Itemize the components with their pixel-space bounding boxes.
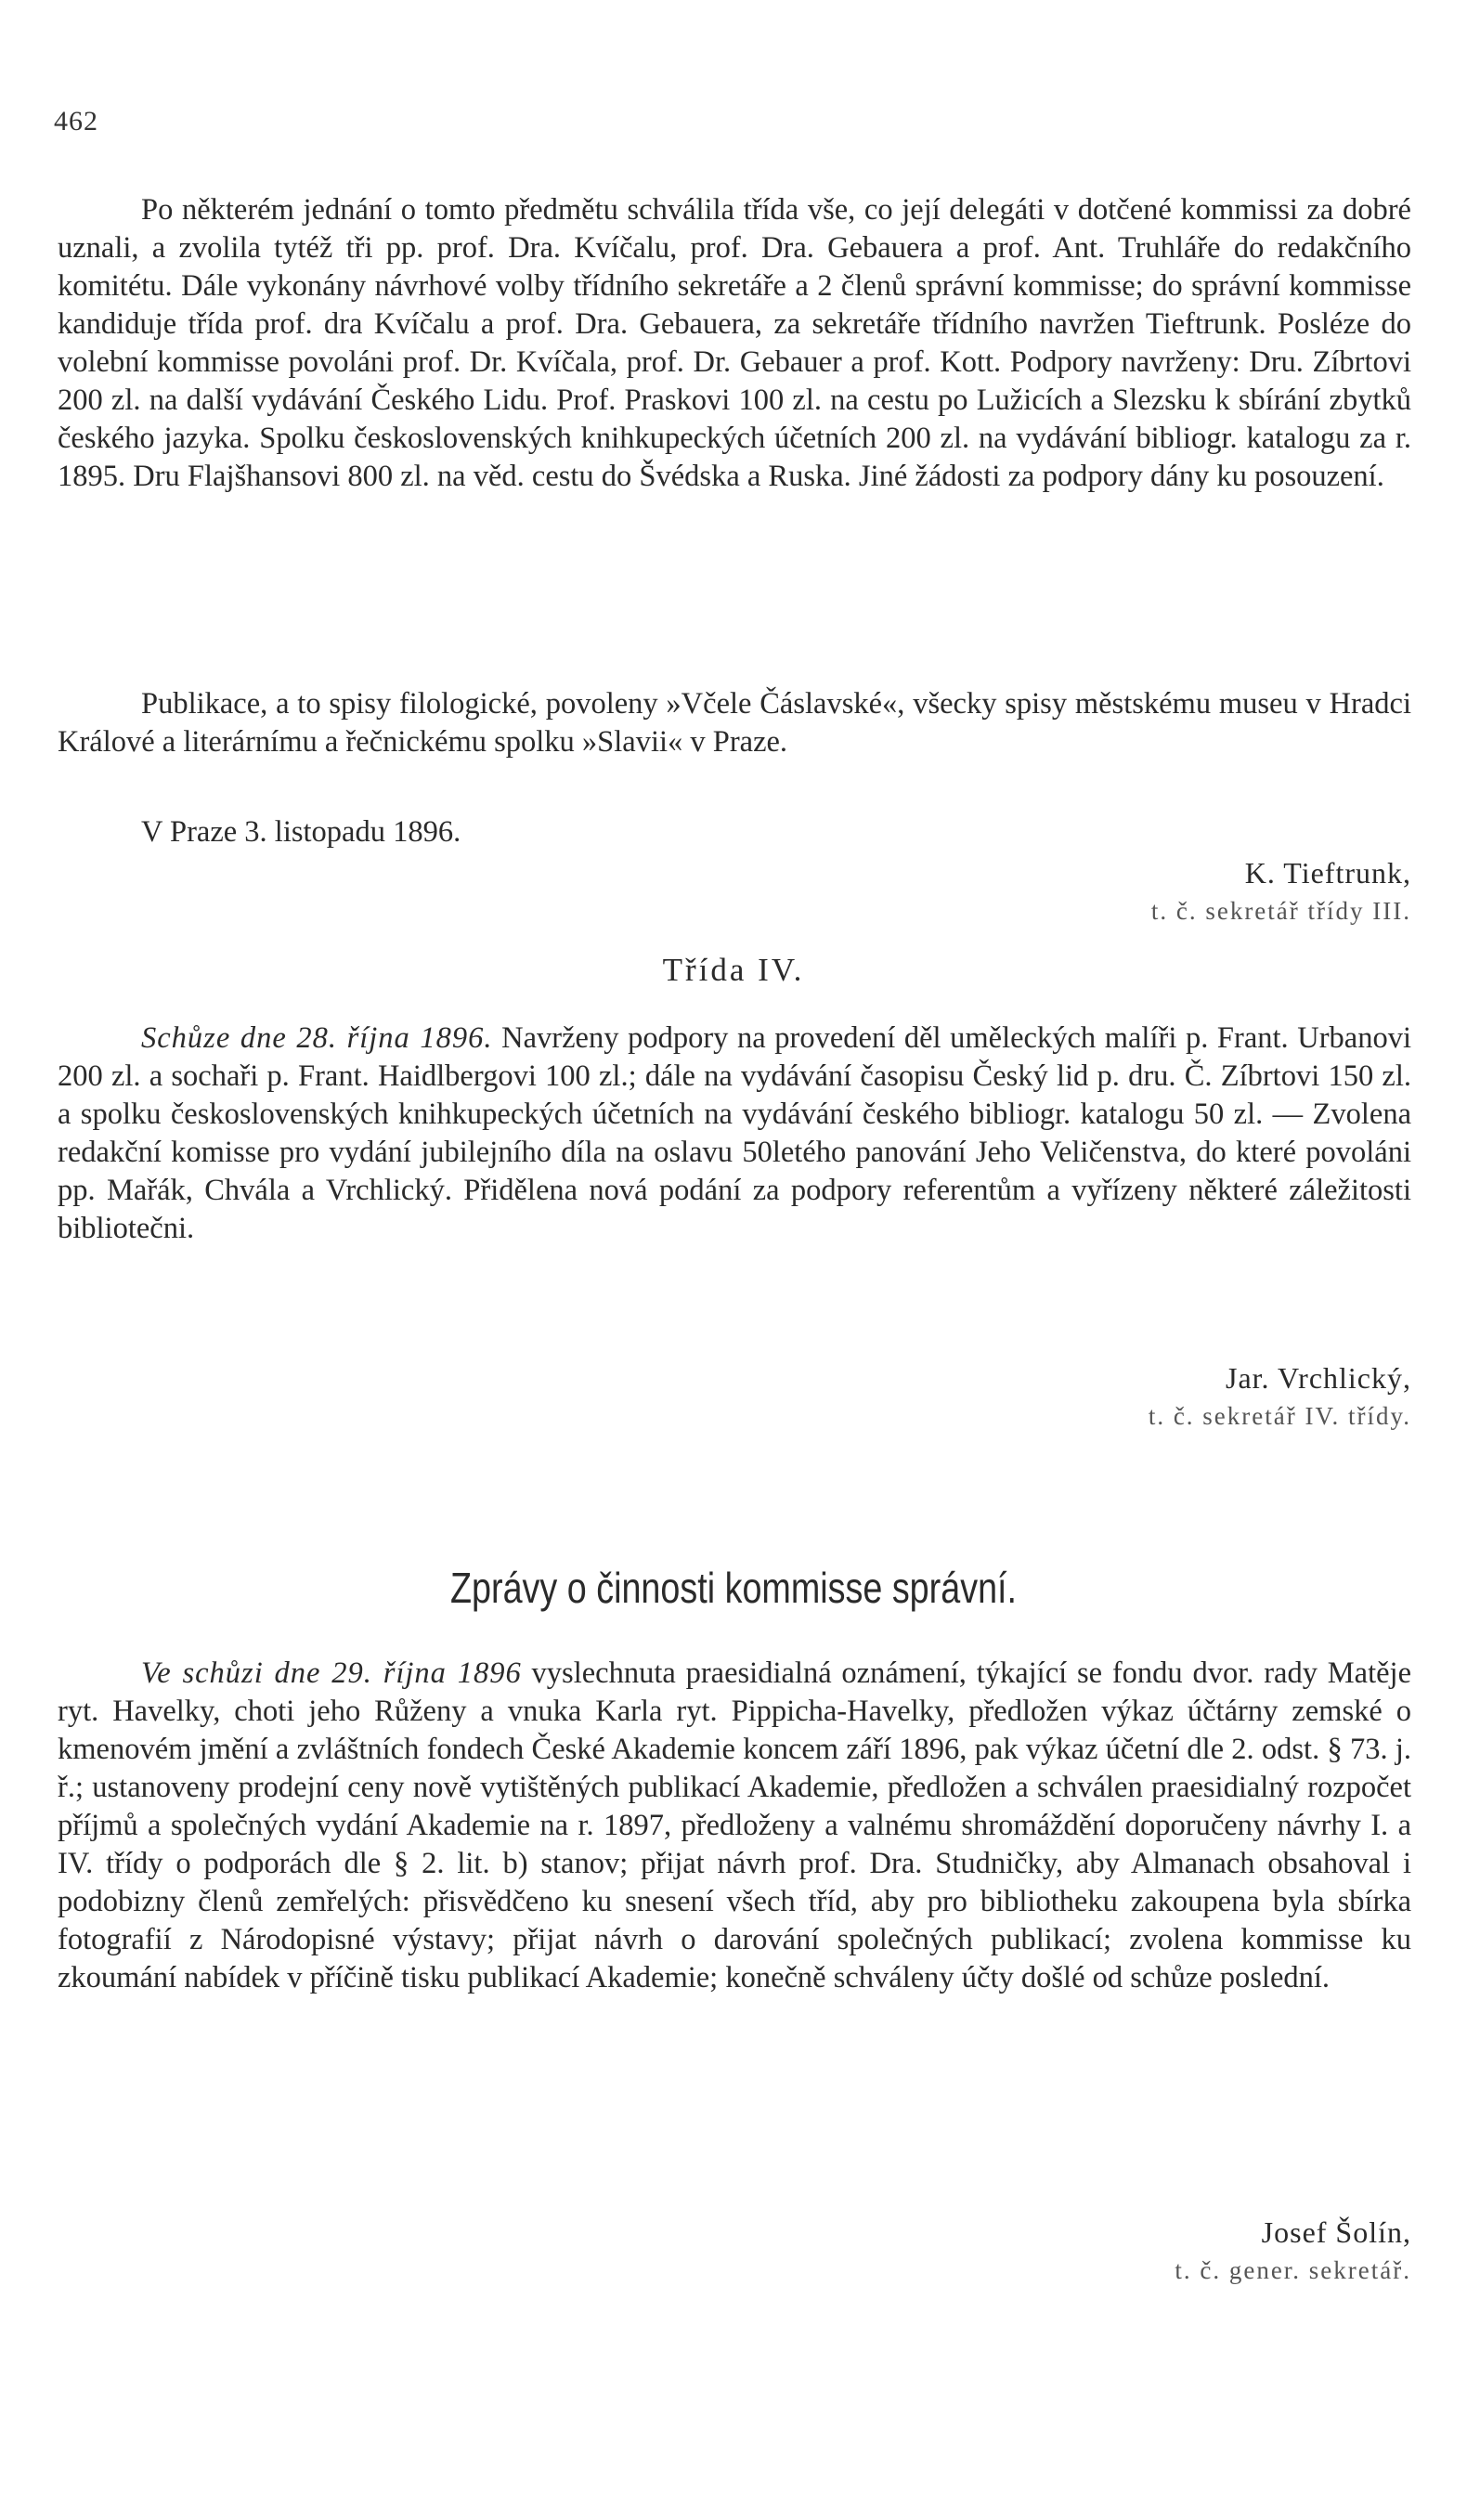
paragraph-2: Publikace, a to spisy filologické, povoleny »Včele Čáslavské«, všecky spisy městskému museu v Hradci Králové a literárnímu a řečnickému spolku »Slavii« v Praze.: [58, 687, 1411, 759]
paragraph-3-text: Navrženy podpory na provedení děl uměleckých malíři p. Frant. Urbanovi 200 zl. a sochaři p. Frant. Haidlbergovi 100 zl.; dále na vydávání časopisu Český lid p. dru. Č. Zíbrtovi 150 zl. a spolku československých knihkupeckých účetních na vydávání českého bibliogr. katalogu 50 zl. — Zvolena redakční komisse pro vydání jubilejního díla na oslavu 50letého panování Jeho Veličenstva, do které povoláni pp. Mařák, Chvála a Vrchlický. Přidělena nová podání za podpory referentům a vyřízeny některé záležitosti bibliotečni.: [58, 1021, 1411, 1245]
paragraph-publications: [58, 685, 1411, 761]
paragraph-4: [58, 1655, 1411, 1997]
date-block: [58, 813, 1411, 851]
paragraph-class-iv: [58, 1020, 1411, 1248]
signature-name: K. Tieftrunk,: [1244, 856, 1411, 890]
date-line: V Praze 3. listopadu 1896.: [141, 815, 461, 849]
signature-tieftrunk: [1151, 854, 1411, 930]
signature-name: Jar. Vrchlický,: [1226, 1361, 1411, 1395]
signature-title: t. č. sekretář IV. třídy.: [1148, 1402, 1411, 1430]
signature-title: t. č. sekretář třídy III.: [1150, 897, 1411, 925]
signature-title: t. č. gener. sekretář.: [1175, 2256, 1411, 2284]
section-heading: Zprávy o činnosti kommisse správní.: [449, 1564, 1018, 1612]
signature-name: Josef Šolín,: [1261, 2215, 1411, 2249]
signature-solin: [1175, 2214, 1411, 2290]
paragraph-4-text: vyslechnuta praesidialná oznámení, týkající se fondu dvor. rady Matěje ryt. Havelky, choti jeho Růženy a vnuka Karla ryt. Pippicha-Havelky, předložen výkaz účtárny zemské o kmenovém jmění a zvláštních fondech České Akademie koncem září 1896, pak výkaz účetní dle 2. odst. § 73. j. ř.; ustanoveny prodejní ceny nově vytištěných publikací Akademie, předložen a schválen praesidialný rozpočet příjmů a společných vydání Akademie na r. 1897, předloženy a valnému shromáždění doporučeny návrhy I. a IV. třídy o podporách dle § 2. lit. b) stanov; přijat návrh prof. Dra. Studničky, aby Almanach obsahoval i podobizny členů zemřelých: přisvědčeno ku snesení všech tříd, aby pro bibliotheku zakoupena byla sbírka fotografií z Národopisné výstavy; přijat návrh o darování společných publikací; zvolena kommisse ku zkoumání nabídek v příčině tisku publikací Akademie; konečně schváleny účty došlé od schůze poslední.: [58, 1656, 1412, 1994]
meeting-date: Schůze dne 28. října 1896.: [141, 1021, 493, 1055]
class-heading: Třída IV.: [662, 952, 805, 988]
paragraph-class-decisions: [58, 191, 1411, 496]
paragraph-3: [58, 1020, 1411, 1248]
paragraph-admin-commission: [58, 1655, 1411, 1997]
page-number: 462: [54, 106, 98, 136]
signature-vrchlicky: [1149, 1359, 1411, 1435]
meeting-date: Ve schůzi dne 29. října 1896: [141, 1656, 522, 1690]
paragraph-1: Po některém jednání o tomto předmětu schválila třída vše, co její delegáti v dotčené kommissi za dobré uznali, a zvolila tytéž tři pp. prof. Dra. Kvíčalu, prof. Dra. Gebauera a prof. Ant. Truhláře do redakčního komitétu. Dále vykonány návrhové volby třídního sekretáře a 2 členů správní kommisse; do správní kommisse kandiduje třída prof. dra Kvíčalu a prof. Dra. Gebauera, za sekretáře třídního navržen Tieftrunk. Posléze do volební kommisse povoláni prof. Dr. Kvíčala, prof. Dr. Gebauer a prof. Kott. Podpory navrženy: Dru. Zíbrtovi 200 zl. na další vydávání Českého Lidu. Prof. Praskovi 100 zl. na cestu po Lužicích a Slezsku k sbírání zbytků českého jazyka. Spolku československých knihkupeckých účetních 200 zl. na vydávání bibliogr. katalogu za r. 1895. Dru Flajšhansovi 800 zl. na věd. cestu do Švédska a Ruska. Jiné žádosti za podpory dány ku posouzení.: [58, 193, 1411, 493]
